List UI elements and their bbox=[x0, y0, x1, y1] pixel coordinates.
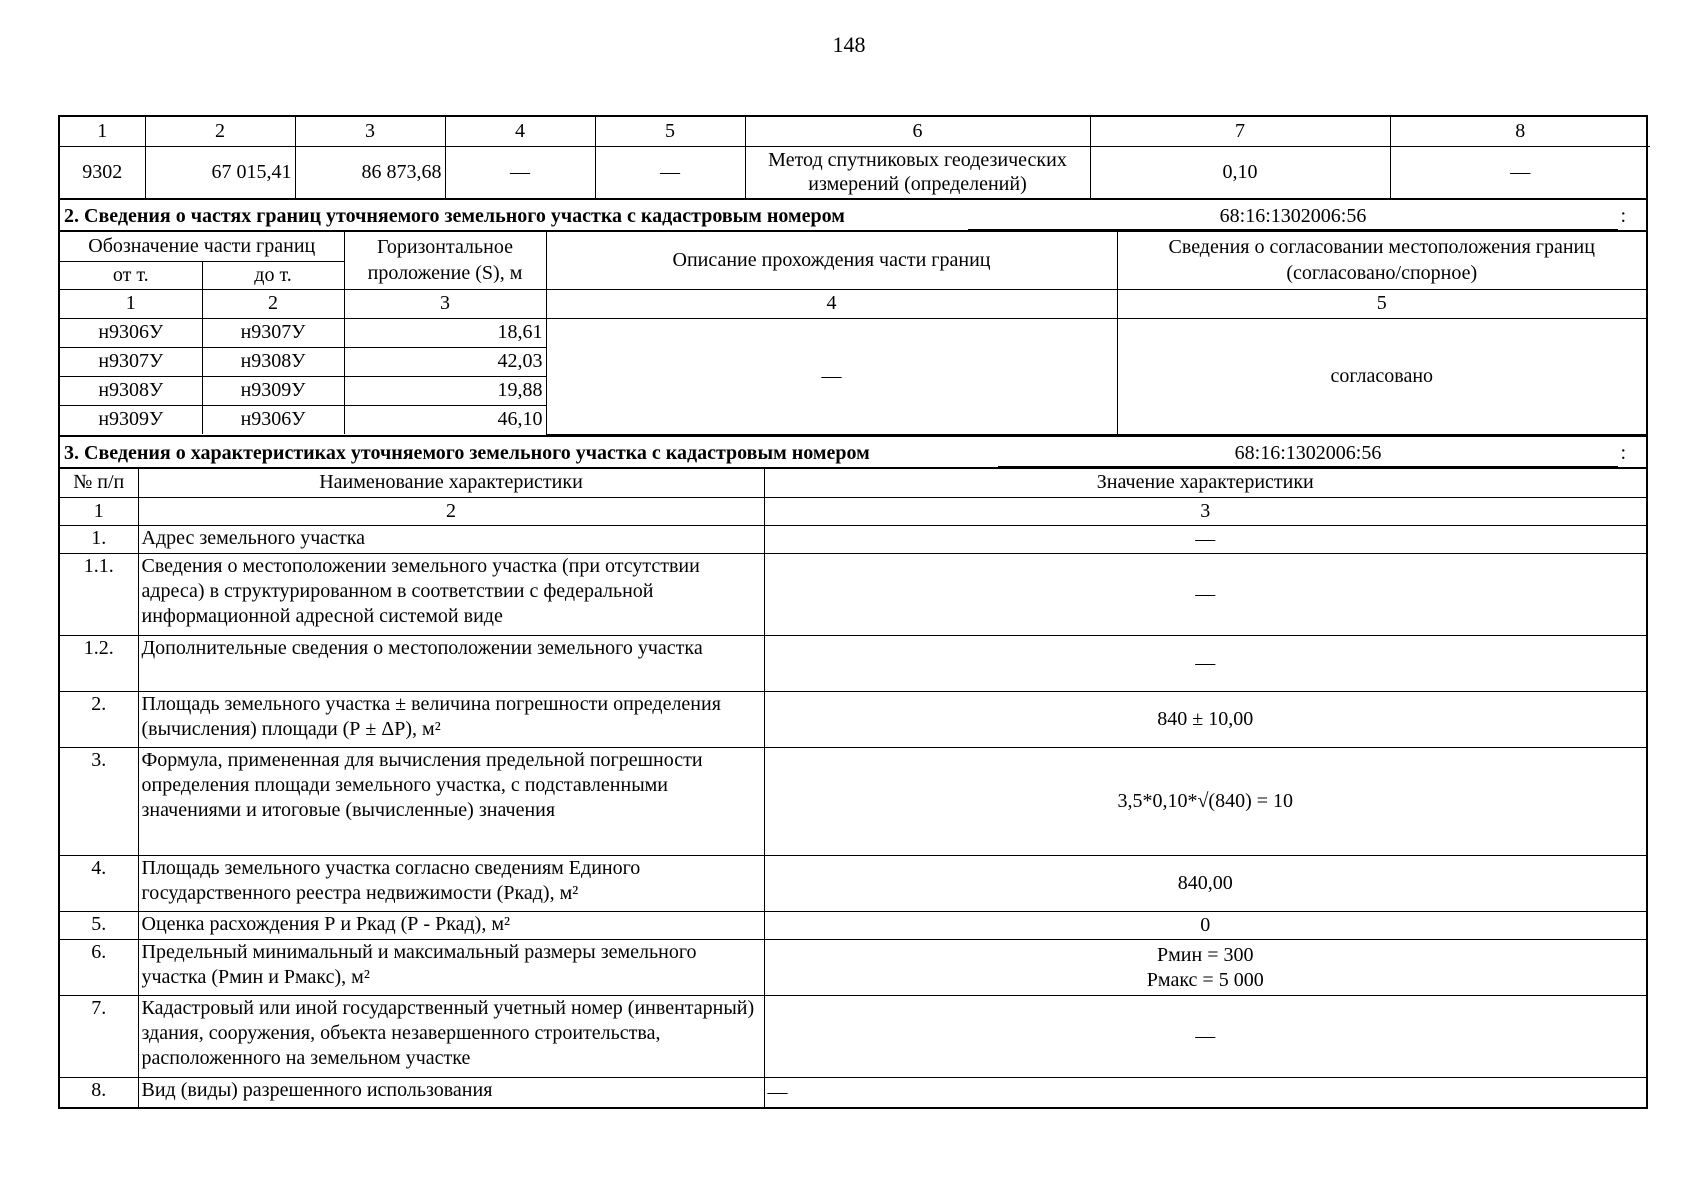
horizontal-header: Горизонтальное проложение (S), м bbox=[344, 232, 546, 289]
col-number: 1 bbox=[60, 289, 202, 318]
characteristic-value bbox=[764, 940, 1646, 996]
cell-dash: — bbox=[1390, 146, 1650, 198]
col-number: 5 bbox=[1117, 289, 1646, 318]
x-coordinate: 67 015,41 bbox=[145, 146, 295, 198]
table-row bbox=[60, 856, 1646, 912]
row-number: 1.2. bbox=[60, 636, 138, 692]
section-title: 2. Сведения о частях границ уточняемого земельного участка с кадастровым номером bbox=[64, 205, 845, 227]
to-point: н9307У bbox=[202, 318, 344, 347]
to-header: до т. bbox=[202, 261, 344, 289]
col-number: 2 bbox=[138, 498, 764, 526]
boundary-points-table bbox=[60, 117, 1650, 198]
y-coordinate: 86 873,68 bbox=[295, 146, 445, 198]
section-2-header bbox=[60, 198, 1646, 232]
part-designation-header: Обозначение части границ bbox=[60, 232, 344, 261]
col-number: 7 bbox=[1090, 117, 1390, 146]
approval-value: согласовано bbox=[1117, 318, 1646, 434]
name-header: Наименование характеристики bbox=[138, 469, 764, 498]
from-header: от т. bbox=[60, 261, 202, 289]
description-value: — bbox=[546, 318, 1117, 434]
col-number-row bbox=[60, 498, 1646, 526]
characteristic-name: Оценка расхождения Р и Ркад (Р - Ркад), м² bbox=[138, 912, 764, 940]
characteristics-table bbox=[60, 469, 1646, 1107]
row-number: 8. bbox=[60, 1078, 138, 1107]
value-header: Значение характеристики bbox=[764, 469, 1646, 498]
table-row bbox=[60, 912, 1646, 940]
colon: : bbox=[1620, 441, 1626, 464]
from-point: н9307У bbox=[60, 347, 202, 376]
colon: : bbox=[1620, 205, 1626, 227]
section-title: 3. Сведения о характеристиках уточняемого земельного участка с кадастровым номером bbox=[64, 441, 870, 464]
characteristic-name: Площадь земельного участка согласно сведениям Единого государственного реестра недвижимости (Ркад), м² bbox=[138, 856, 764, 912]
row-number: 1.1. bbox=[60, 554, 138, 636]
col-number: 8 bbox=[1390, 117, 1650, 146]
col-number-row bbox=[60, 289, 1646, 318]
col-number: 3 bbox=[295, 117, 445, 146]
cell-dash: — bbox=[445, 146, 595, 198]
header-row bbox=[60, 117, 1650, 146]
row-number: 7. bbox=[60, 996, 138, 1078]
from-point: н9308У bbox=[60, 376, 202, 405]
cadastral-number: 68:16:1302006:56 bbox=[998, 440, 1618, 467]
row-number: 6. bbox=[60, 940, 138, 996]
table-row bbox=[60, 748, 1646, 856]
horizontal-distance: 18,61 bbox=[344, 318, 546, 347]
to-point: н9308У bbox=[202, 347, 344, 376]
col-number: 3 bbox=[344, 289, 546, 318]
table-row bbox=[60, 526, 1646, 554]
table-row bbox=[60, 692, 1646, 748]
col-number: 2 bbox=[202, 289, 344, 318]
characteristic-value: 0 bbox=[764, 912, 1646, 940]
cadastral-number: 68:16:1302006:56 bbox=[968, 203, 1618, 230]
row-number: 4. bbox=[60, 856, 138, 912]
characteristic-name: Предельный минимальный и максимальный размеры земельного участка (Рмин и Рмакс), м² bbox=[138, 940, 764, 996]
method-cell: Метод спутниковых геодезических измерений (определений) bbox=[745, 146, 1090, 198]
characteristic-name: Площадь земельного участка ± величина погрешности определения (вычисления) площади (Р ± ΔР), м² bbox=[138, 692, 764, 748]
characteristic-value: 3,5*0,10*√(840) = 10 bbox=[764, 748, 1646, 856]
accuracy-cell: 0,10 bbox=[1090, 146, 1390, 198]
characteristic-value: — bbox=[764, 1078, 1646, 1107]
to-point: н9306У bbox=[202, 405, 344, 434]
characteristic-value: 840,00 bbox=[764, 856, 1646, 912]
max-size: Рмакс = 5 000 bbox=[1146, 968, 1264, 991]
col-number: 1 bbox=[60, 498, 138, 526]
table-row bbox=[60, 636, 1646, 692]
section-3-header bbox=[60, 435, 1646, 469]
col-number: 6 bbox=[745, 117, 1090, 146]
row-number: 5. bbox=[60, 912, 138, 940]
characteristic-value: — bbox=[764, 554, 1646, 636]
col-number: 2 bbox=[145, 117, 295, 146]
boundary-parts-table bbox=[60, 232, 1646, 435]
table-row bbox=[60, 1078, 1646, 1107]
col-number: 5 bbox=[595, 117, 745, 146]
description-header: Описание прохождения части границ bbox=[546, 232, 1117, 289]
characteristic-value: — bbox=[764, 526, 1646, 554]
col-number: 1 bbox=[60, 117, 145, 146]
characteristic-name: Кадастровый или иной государственный учетный номер (инвентарный) здания, сооружения, объекта незавершенного строительства, расположенного на земельном участке bbox=[138, 996, 764, 1078]
from-point: н9309У bbox=[60, 405, 202, 434]
characteristic-value: — bbox=[764, 996, 1646, 1078]
characteristic-value: 840 ± 10,00 bbox=[764, 692, 1646, 748]
horizontal-distance: 46,10 bbox=[344, 405, 546, 434]
table-row bbox=[60, 996, 1646, 1078]
to-point: н9309У bbox=[202, 376, 344, 405]
row-number: 2. bbox=[60, 692, 138, 748]
col-number: 3 bbox=[764, 498, 1646, 526]
min-size: Рмин = 300 bbox=[1157, 943, 1254, 966]
cadastral-form bbox=[58, 115, 1648, 1109]
col-number: 4 bbox=[546, 289, 1117, 318]
characteristic-name: Вид (виды) разрешенного использования bbox=[138, 1078, 764, 1107]
horizontal-distance: 42,03 bbox=[344, 347, 546, 376]
row-number: 1. bbox=[60, 526, 138, 554]
horizontal-distance: 19,88 bbox=[344, 376, 546, 405]
characteristic-name: Сведения о местоположении земельного участка (при отсутствии адреса) в структурированном в соответствии с федеральной информационной адресной системой виде bbox=[138, 554, 764, 636]
characteristic-value: — bbox=[764, 636, 1646, 692]
row-number: 3. bbox=[60, 748, 138, 856]
characteristic-name: Формула, примененная для вычисления предельной погрешности определения площади земельного участка, с подставленными значениями и итоговые (вычисленные) значения bbox=[138, 748, 764, 856]
table-row bbox=[60, 554, 1646, 636]
characteristic-name: Адрес земельного участка bbox=[138, 526, 764, 554]
num-header: № п/п bbox=[60, 469, 138, 498]
table-row bbox=[60, 146, 1650, 198]
table-row bbox=[60, 318, 1646, 347]
characteristic-name: Дополнительные сведения о местоположении земельного участка bbox=[138, 636, 764, 692]
point-number: 9302 bbox=[60, 146, 145, 198]
from-point: н9306У bbox=[60, 318, 202, 347]
page-number: 148 bbox=[832, 32, 866, 57]
table-row bbox=[60, 940, 1646, 996]
cell-dash: — bbox=[595, 146, 745, 198]
col-number: 4 bbox=[445, 117, 595, 146]
approval-header: Сведения о согласовании местоположения границ (согласовано/спорное) bbox=[1117, 232, 1646, 289]
